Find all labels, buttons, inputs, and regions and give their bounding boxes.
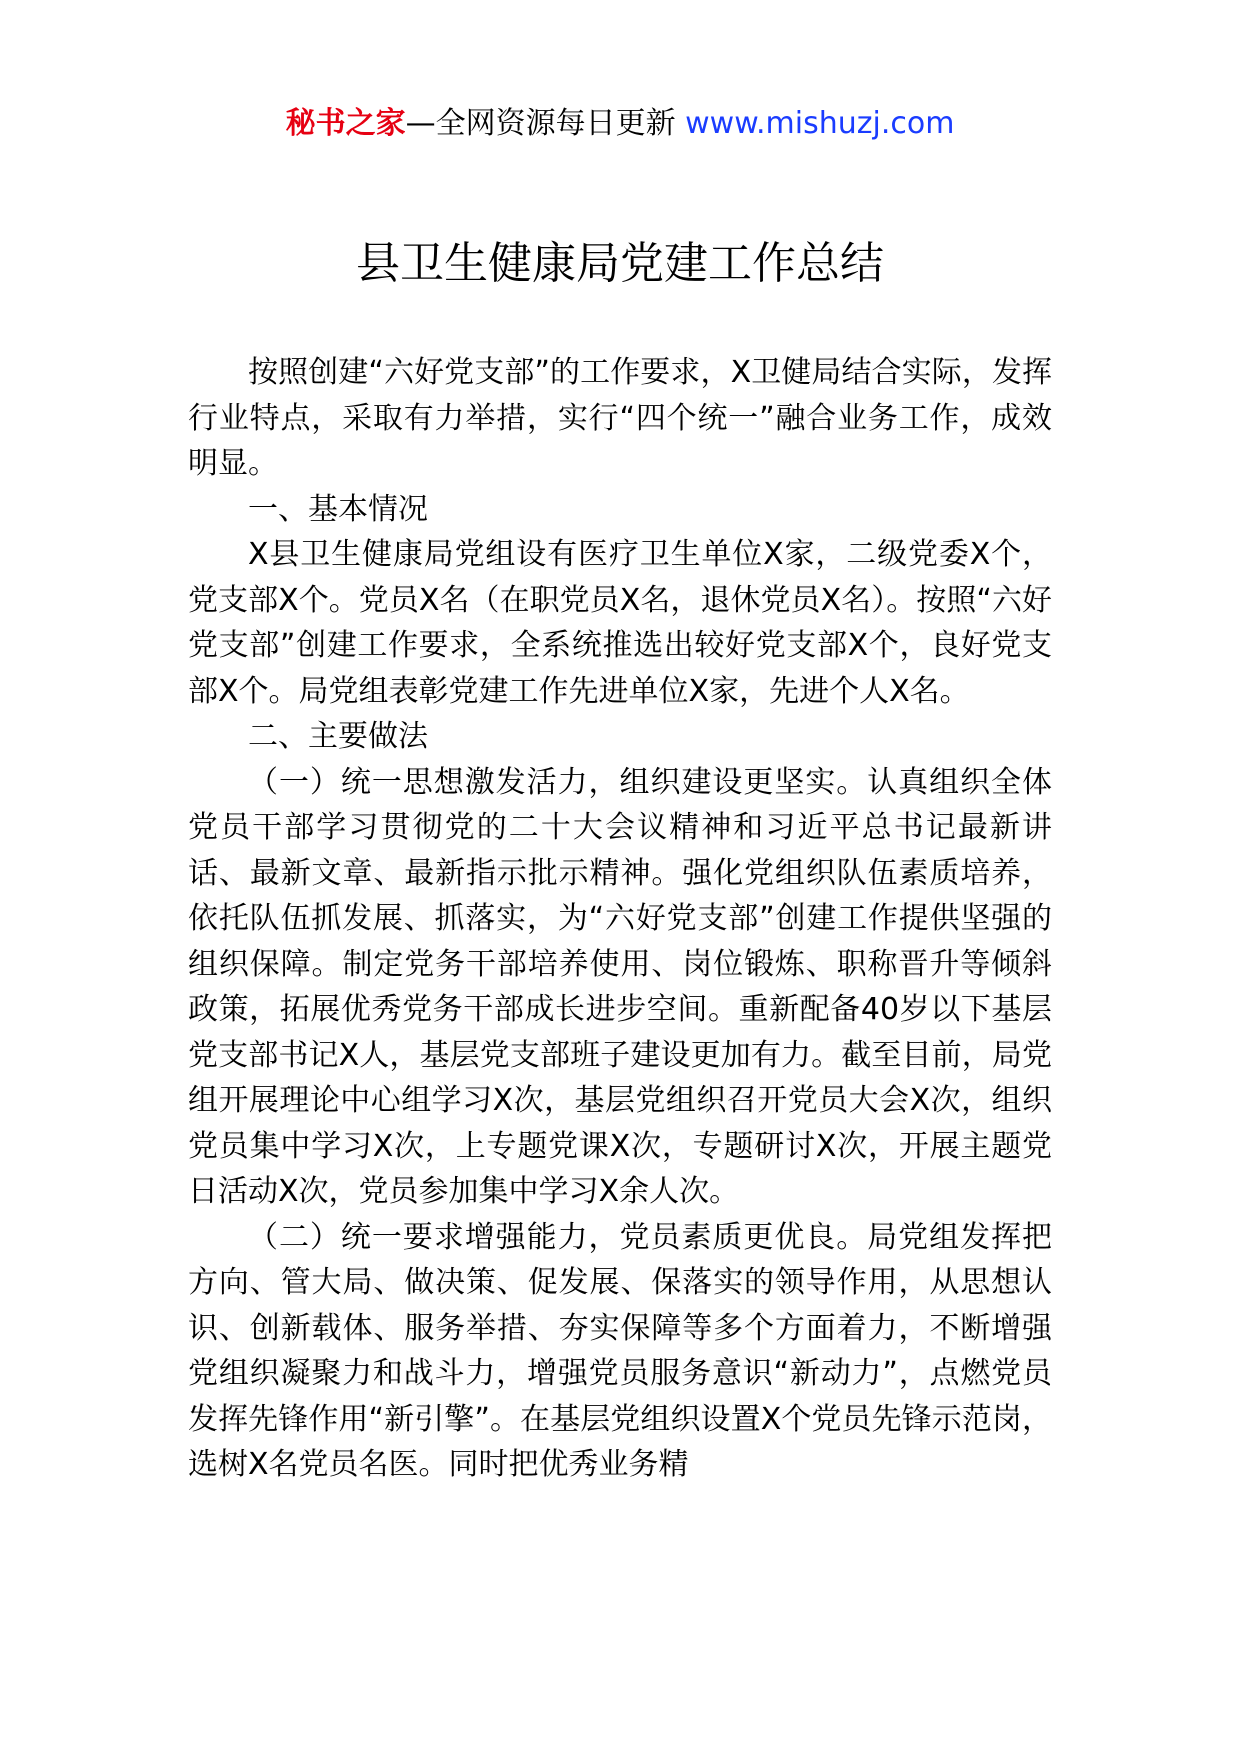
intro-paragraph: 按照创建“六好党支部”的工作要求，X卫健局结合实际，发挥行业特点，采取有力举措，实行“四个统一”融合业务工作，成效明显。 [188, 355, 1052, 481]
document-title: 县卫生健康局党建工作总结 [356, 238, 884, 289]
practice-one-paragraph: （一）统一思想激发活力，组织建设更坚实。认真组织全体党员干部学习贯彻党的二十大会议精神和习近平总书记最新讲话、最新文章、最新指示批示精神。强化党组织队伍素质培养，依托队伍抓发展、抓落实，为“六好党支部”创建工作提供坚强的组织保障。制定党务干部培养使用、岗位锻炼、职称晋升等倾斜政策，拓展优秀党务干部成长进步空间。重新配备40岁以下基层党支部书记X人，基层党支部班子建设更加有力。截至目前，局党组开展理论中心组学习X次，基层党组织召开党员大会X次，组织党员集中学习X次，上专题党课X次，专题研讨X次，开展主题党日活动X次，党员参加集中学习X余人次。 [188, 764, 1052, 1209]
section-heading-practices: 二、主要做法 [248, 719, 428, 754]
site-url: www.mishuzj.com [685, 106, 955, 141]
site-banner [0, 104, 1240, 144]
section-heading-basic: 一、基本情况 [248, 491, 428, 527]
banner-tagline: —全网资源每日更新 [405, 106, 676, 141]
brand-name: 秘书之家 [285, 106, 406, 141]
practice-two-paragraph: （二）统一要求增强能力，党员素质更优良。局党组发挥把方向、管大局、做决策、促发展、保落实的领导作用，从思想认识、创新载体、服务举措、夯实保障等多个方面着力，不断增强党组织凝聚力和战斗力，增强党员服务意识“新动力”，点燃党员发挥先锋作用“新引擎”。在基层党组织设置X个党员先锋示范岗，选树X名党员名医。同时把优秀业务精 [188, 1219, 1052, 1482]
document-body [188, 350, 1052, 1488]
basic-situation-paragraph: X县卫生健康局党组设有医疗卫生单位X家，二级党委X个，党支部X个。党员X名（在职党员X名，退休党员X名）。按照“六好党支部”创建工作要求，全系统推选出较好党支部X个，良好党支部X个。局党组表彰党建工作先进单位X家，先进个人X名。 [188, 537, 1052, 709]
